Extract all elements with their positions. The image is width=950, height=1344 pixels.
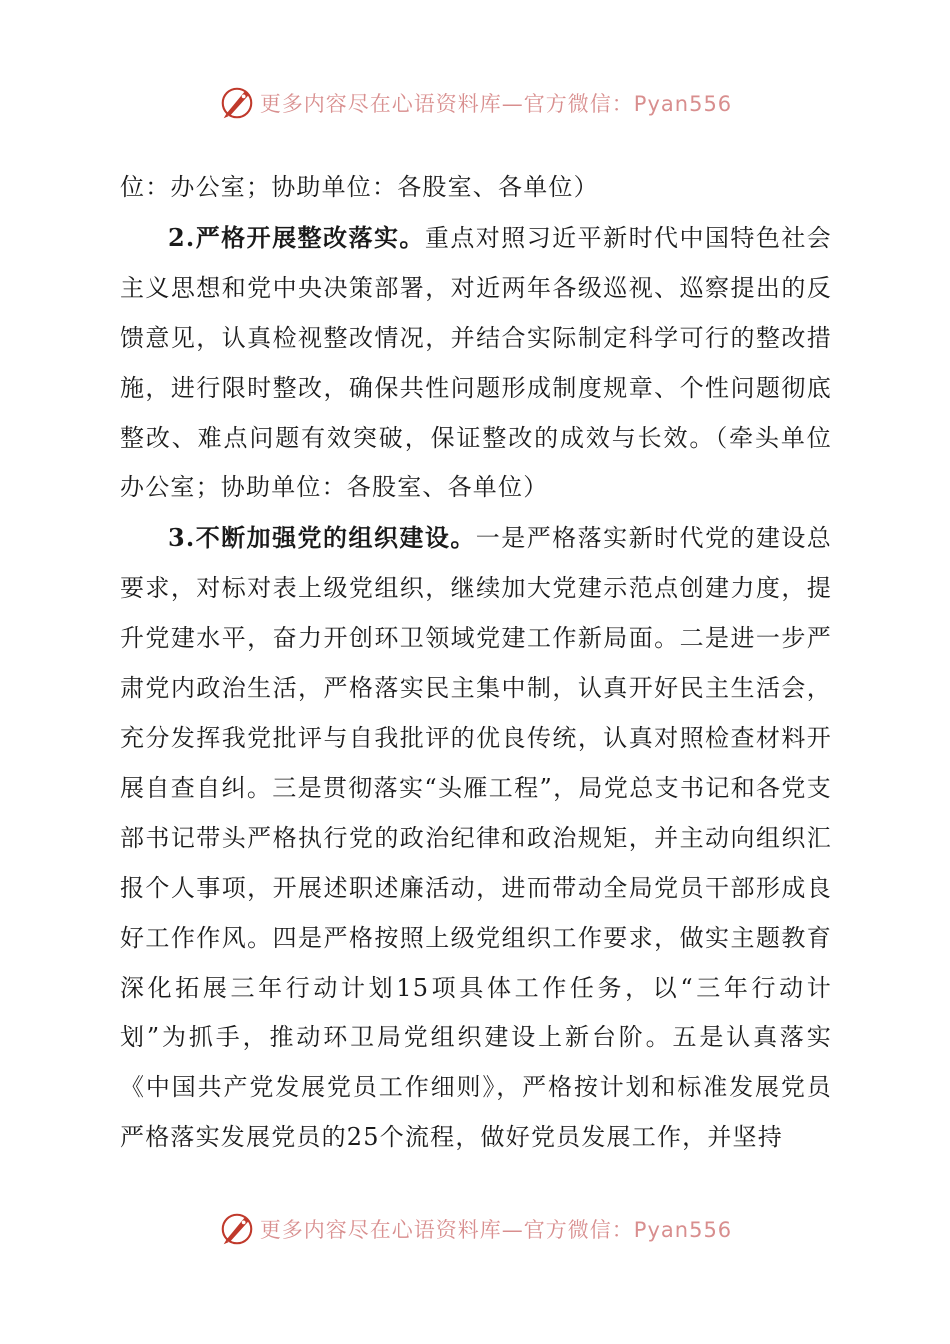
- paragraph-body: 重点对照习近平新时代中国特色社会主义思想和党中央决策部署，对近两年各级巡视、巡察提出的反馈意见，认真检视整改情况，并结合实际制定科学可行的整改措施，进行限时整改，确保共性问题形成制度规章、个性问题彻底整改、难点问题有效突破，保证整改的成效与长效。（牵头单位办公室；协助单位：各股室、各单位）: [120, 223, 832, 502]
- footer-watermark-banner: [0, 1209, 950, 1249]
- watermark-text: 更多内容尽在心语资料库—官方微信：Pyan556: [259, 1218, 733, 1242]
- paragraph-heading: 3.不断加强党的组织建设。: [168, 523, 476, 553]
- document-body: [120, 163, 832, 1163]
- header-watermark-banner: [0, 83, 950, 123]
- paragraph-heading: 2.严格开展整改落实。: [168, 222, 425, 252]
- paragraph-rectification: [120, 213, 832, 513]
- pen-nib-logo-icon: [218, 1210, 256, 1248]
- paragraph-body: 一是严格落实新时代党的建设总要求，对标对表上级党组织，继续加大党建示范点创建力度，提升党建水平，奋力开创环卫领域党建工作新局面。二是进一步严肃党内政治生活，严格落实民主集中制，认真开好民主生活会，充分发挥我党批评与自我批评的优良传统，认真对照检查材料开展自查自纠。三是贯彻落实“头雁工程”，局党总支书记和各党支部书记带头严格执行党的政治纪律和政治规矩，并主动向组织汇报个人事项，开展述职述廉活动，进而带动全局党员干部形成良好工作作风。四是严格按照上级党组织工作要求，做实主题教育深化拓展三年行动计划15项具体工作任务，以“三年行动计划”为抓手，推动环卫局党组织建设上新台阶。五是认真落实《中国共产党发展党员工作细则》，严格按计划和标准发展党员严格落实发展党员的25个流程，做好党员发展工作，并坚持: [120, 524, 832, 1152]
- watermark-text: 更多内容尽在心语资料库—官方微信：Pyan556: [259, 92, 733, 116]
- paragraph-organization: [120, 513, 832, 1163]
- paragraph-body: 位：办公室；协助单位：各股室、各单位）: [120, 173, 599, 201]
- paragraph-continuation: [120, 163, 832, 213]
- pen-nib-logo-icon: [218, 84, 256, 122]
